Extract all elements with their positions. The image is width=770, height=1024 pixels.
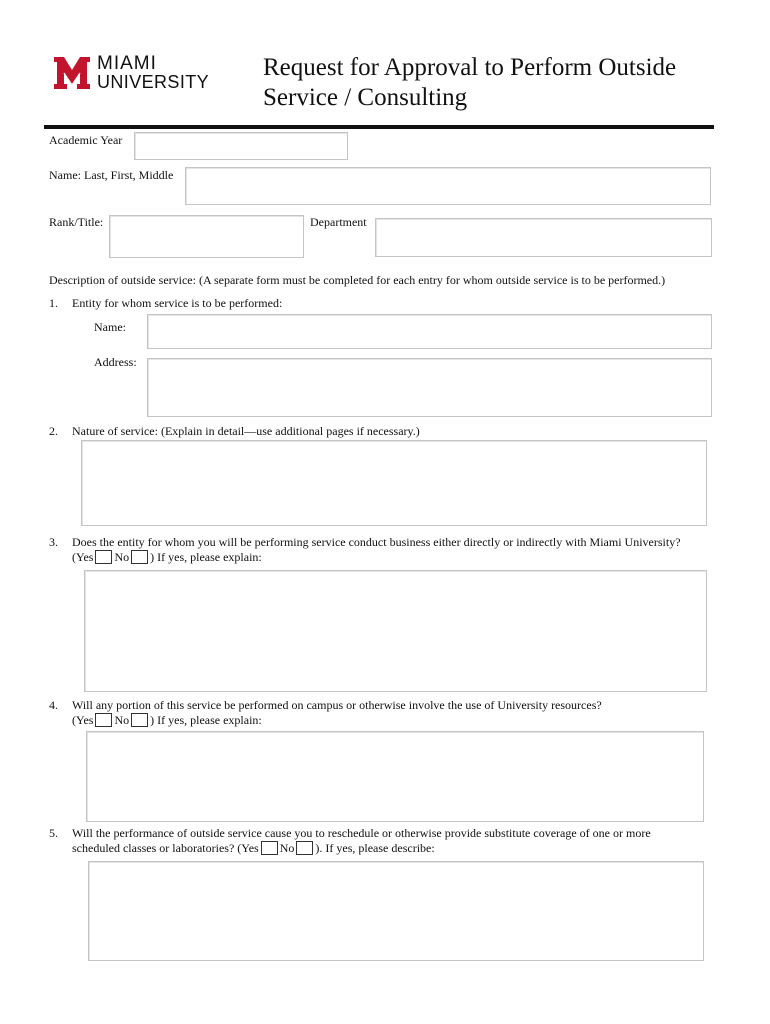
rank-title-label: Rank/Title:	[49, 215, 104, 229]
header-rule	[44, 125, 714, 129]
department-field[interactable]	[375, 218, 712, 257]
q2-text: Nature of service: (Explain in detail—use additional pages if necessary.)	[72, 424, 420, 438]
q3-number: 3.	[49, 535, 58, 549]
q3-yes-label: (Yes	[72, 550, 94, 564]
q5-description-field[interactable]	[88, 861, 704, 961]
name-field[interactable]	[185, 167, 711, 205]
q4-text: Will any portion of this service be performed on campus or otherwise involve the use of University resources?	[72, 698, 602, 712]
logo-text-university: UNIVERSITY	[97, 72, 210, 92]
q1-name-label: Name:	[94, 320, 126, 334]
q5-no-label: No	[279, 841, 295, 855]
form-title-line1: Request for Approval to Perform Outside	[263, 54, 677, 81]
q5-line2-text: scheduled classes or laboratories? (Yes	[72, 841, 259, 855]
rank-title-field[interactable]	[109, 215, 304, 258]
q3-text: Does the entity for whom you will be performing service conduct business either directly or indirectly with Miami University?	[72, 535, 681, 549]
q5-yes-checkbox[interactable]	[261, 841, 278, 855]
q4-no-checkbox[interactable]	[131, 713, 148, 727]
q5-after-text: ). If yes, please describe:	[315, 841, 435, 855]
entity-name-field[interactable]	[147, 314, 712, 349]
q3-explanation-field[interactable]	[84, 570, 707, 692]
q3-no-label: No	[114, 550, 130, 564]
q5-number: 5.	[49, 826, 58, 840]
entity-address-field[interactable]	[147, 358, 712, 417]
q4-explanation-field[interactable]	[86, 731, 704, 822]
nature-of-service-field[interactable]	[81, 440, 707, 526]
name-label: Name: Last, First, Middle	[49, 168, 174, 182]
q4-options	[72, 713, 262, 727]
q5-text: Will the performance of outside service cause you to reschedule or otherwise provide substitute coverage of one or more	[72, 826, 651, 840]
q3-yes-checkbox[interactable]	[95, 550, 112, 564]
q2-number: 2.	[49, 424, 58, 438]
logo-text-miami: MIAMI	[97, 53, 157, 74]
q1-address-label: Address:	[94, 355, 137, 369]
q1-text: Entity for whom service is to be performed:	[72, 296, 283, 310]
academic-year-field[interactable]	[134, 132, 348, 160]
q4-number: 4.	[49, 698, 58, 712]
department-label: Department	[310, 215, 367, 229]
q4-yes-label: (Yes	[72, 713, 94, 727]
q5-no-checkbox[interactable]	[296, 841, 313, 855]
q4-after-text: ) If yes, please explain:	[150, 713, 262, 727]
form-title-line2: Service / Consulting	[263, 84, 468, 111]
miami-m-logo	[53, 56, 91, 90]
q5-options	[72, 841, 435, 855]
academic-year-label: Academic Year	[49, 133, 123, 147]
q3-after-text: ) If yes, please explain:	[150, 550, 262, 564]
q4-no-label: No	[114, 713, 130, 727]
description-text: Description of outside service: (A separate form must be completed for each entry for whom outside service is to be performed.)	[49, 273, 666, 287]
q3-no-checkbox[interactable]	[131, 550, 148, 564]
q1-number: 1.	[49, 296, 58, 310]
q4-yes-checkbox[interactable]	[95, 713, 112, 727]
q3-options	[72, 550, 262, 564]
